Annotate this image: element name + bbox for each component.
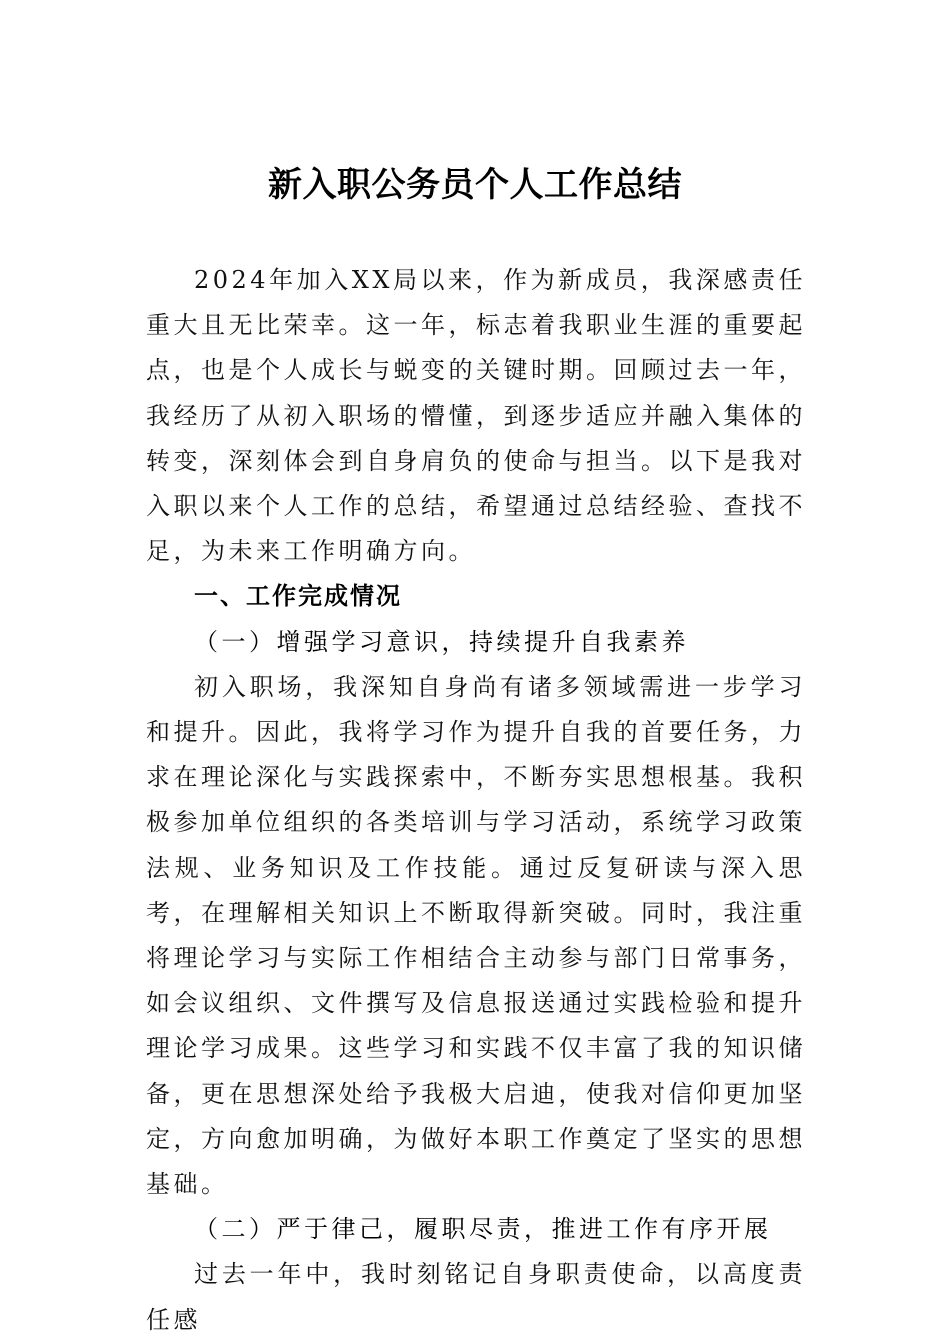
document-body bbox=[146, 258, 806, 1343]
subsection-paragraph-duty: 过去一年中，我时刻铭记自身职责使命，以高度责任感 bbox=[146, 1260, 806, 1334]
subsection-heading-learning: （一）增强学习意识，持续提升自我素养 bbox=[194, 627, 689, 656]
intro-paragraph: 2024年加入XX局以来，作为新成员，我深感责任重大且无比荣幸。这一年，标志着我职业生涯的重要起点，也是个人成长与蜕变的关键时期。回顾过去一年，我经历了从初入职场的懵懂，到逐步适应并融入集体的转变，深刻体会到自身肩负的使命与担当。以下是我对入职以来个人工作的总结，希望通过总结经验、查找不足，为未来工作明确方向。 bbox=[146, 266, 806, 566]
subsection-heading-duty: （二）严于律己，履职尽责，推进工作有序开展 bbox=[194, 1215, 772, 1244]
section-heading-work-completion: 一、工作完成情况 bbox=[194, 582, 402, 611]
subsection-paragraph-learning: 初入职场，我深知自身尚有诸多领域需进一步学习和提升。因此，我将学习作为提升自我的首要任务，力求在理论深化与实践探索中，不断夯实思想根基。我积极参加单位组织的各类培训与学习活动，系统学习政策法规、业务知识及工作技能。通过反复研读与深入思考，在理解相关知识上不断取得新突破。同时，我注重将理论学习与实际工作相结合主动参与部门日常事务，如会议组织、文件撰写及信息报送通过实践检验和提升理论学习成果。这些学习和实践不仅丰富了我的知识储备，更在思想深处给予我极大启迪，使我对信仰更加坚定，方向愈加明确，为做好本职工作奠定了坚实的思想基础。 bbox=[146, 672, 806, 1199]
document-title: 新入职公务员个人工作总结 bbox=[268, 165, 682, 205]
